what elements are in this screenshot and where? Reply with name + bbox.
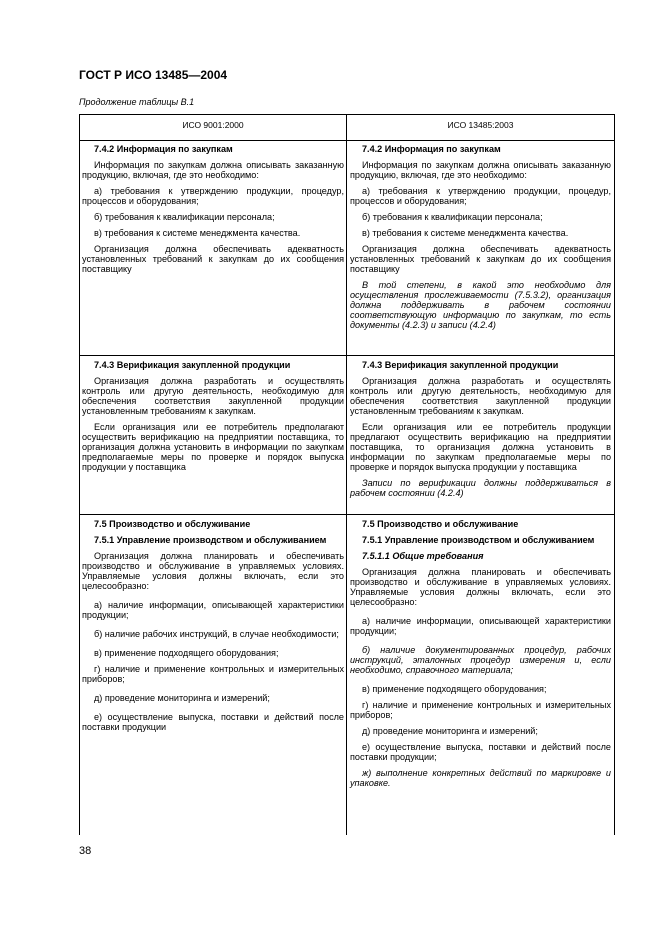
- page-number: 38: [79, 845, 92, 857]
- document-title: ГОСТ Р ИСО 13485—2004: [79, 68, 228, 82]
- cell-743-iso13485: [350, 360, 611, 504]
- section-heading: 7.5 Производство и обслуживание: [362, 519, 519, 529]
- list-item: а) наличие информации, описывающей характеристики продукции;: [82, 600, 344, 620]
- column-header-iso13485: ИСО 13485:2003: [447, 120, 514, 130]
- list-item-italic: б) наличие документированных процедур, рабочих инструкций, эталонных процедур измерения и, если необходимо, справочного материала;: [350, 645, 611, 675]
- paragraph: Организация должна обеспечивать адекватность установленных требований к закупкам до их сообщения поставщику: [82, 244, 344, 274]
- section-heading: 7.4.3 Верификация закупленной продукции: [362, 360, 559, 370]
- section-heading: 7.4.2 Информация по закупкам: [362, 144, 501, 154]
- table-right-border: [614, 114, 615, 835]
- subsection-heading: 7.5.1 Управление производством и обслуживанием: [362, 535, 595, 545]
- paragraph: Организация должна обеспечивать адекватность установленных требований к закупкам до их сообщения поставщику: [350, 244, 611, 274]
- cell-742-iso9001: [82, 144, 344, 280]
- list-item: б) наличие рабочих инструкций, в случае необходимости;: [94, 629, 339, 639]
- list-item: а) требования к утверждению продукции, процедур, процессов и оборудования;: [350, 186, 611, 206]
- list-item: б) требования к квалификации персонала;: [362, 212, 543, 222]
- paragraph: Организация должна разработать и осуществлять контроль или другую деятельность, необходимую для обеспечения соответствия закупленной продукции установленным требованиям к закупкам.: [82, 376, 344, 416]
- list-item: в) требования к системе менеджмента качества.: [362, 228, 569, 238]
- paragraph: Информация по закупкам должна описывать заказанную продукцию, включая, где это необходимо:: [82, 160, 344, 180]
- list-item: г) наличие и применение контрольных и измерительных приборов;: [82, 664, 344, 684]
- list-item: в) применение подходящего оборудования;: [94, 648, 279, 658]
- list-item: а) наличие информации, описывающей характеристики продукции;: [350, 616, 611, 636]
- paragraph-italic: Записи по верификации должны поддерживаться в рабочем состоянии (4.2.4): [350, 478, 611, 498]
- list-item: д) проведение мониторинга и измерений;: [362, 726, 538, 736]
- subsection-heading: 7.5.1 Управление производством и обслуживанием: [94, 535, 327, 545]
- list-item: б) требования к квалификации персонала;: [94, 212, 275, 222]
- paragraph: Если организация или ее потребитель продукции предлагают осуществить верификацию на предприятии поставщика, то организация должна установить в информации по закупкам предполагаемые меры по проверке и порядок выпуска продукции у поставщика: [350, 422, 611, 472]
- list-item: е) осуществление выпуска, поставки и действий после поставки продукции;: [350, 742, 611, 762]
- subsubsection-heading: 7.5.1.1 Общие требования: [362, 551, 484, 561]
- list-item: г) наличие и применение контрольных и измерительных приборов;: [350, 700, 611, 720]
- row-border-2: [79, 514, 615, 515]
- paragraph: Организация должна разработать и осуществлять контроль или другую деятельность, необходимую для обеспечения соответствия закупленной продукции установленным требованиям к закупкам.: [350, 376, 611, 416]
- list-item: е) осуществление выпуска, поставки и действий после поставки продукции: [82, 712, 344, 732]
- header-row-border: [79, 140, 615, 141]
- paragraph: Организация должна планировать и обеспечивать производство и обслуживание в управляемых условиях. Управляемые условия должны включать, если это целесообразно:: [82, 551, 344, 591]
- table-continuation-caption: Продолжение таблицы В.1: [79, 97, 195, 107]
- section-heading: 7.5 Производство и обслуживание: [94, 519, 251, 529]
- cell-742-iso13485: [350, 144, 611, 336]
- list-item: д) проведение мониторинга и измерений;: [94, 693, 270, 703]
- paragraph-italic: В той степени, в какой это необходимо для осуществления прослеживаемости (7.5.3.2), организация должна поддерживать в рабочем состоянии соответствующую информацию по закупкам, то есть документы (4.2.3) и записи (4.2.4): [350, 280, 611, 330]
- column-header-iso9001: ИСО 9001:2000: [182, 120, 244, 130]
- table-top-border: [79, 114, 615, 115]
- row-border-1: [79, 355, 615, 356]
- paragraph: Информация по закупкам должна описывать заказанную продукцию, включая, где это необходимо:: [350, 160, 611, 180]
- list-item: а) требования к утверждению продукции, процедур, процессов и оборудования;: [82, 186, 344, 206]
- table-left-border: [79, 114, 80, 835]
- table-middle-border: [346, 114, 347, 835]
- list-item: в) требования к системе менеджмента качества.: [94, 228, 301, 238]
- cell-75-iso13485: [350, 519, 611, 794]
- paragraph: Организация должна планировать и обеспечивать производство и обслуживание в управляемых условиях. Управляемые условия должны включать, если это целесообразно:: [350, 567, 611, 607]
- cell-75-iso9001: [82, 519, 344, 738]
- cell-743-iso9001: [82, 360, 344, 478]
- section-heading: 7.4.3 Верификация закупленной продукции: [94, 360, 291, 370]
- list-item: в) применение подходящего оборудования;: [362, 684, 547, 694]
- section-heading: 7.4.2 Информация по закупкам: [94, 144, 233, 154]
- paragraph: Если организация или ее потребитель предполагают осуществить верификацию на предприятии поставщика, то организация должна установить в информации по закупкам предполагаемые меры по проверке и порядок выпуска продукции у поставщика: [82, 422, 344, 472]
- list-item-italic: ж) выполнение конкретных действий по маркировке и упаковке.: [350, 768, 611, 788]
